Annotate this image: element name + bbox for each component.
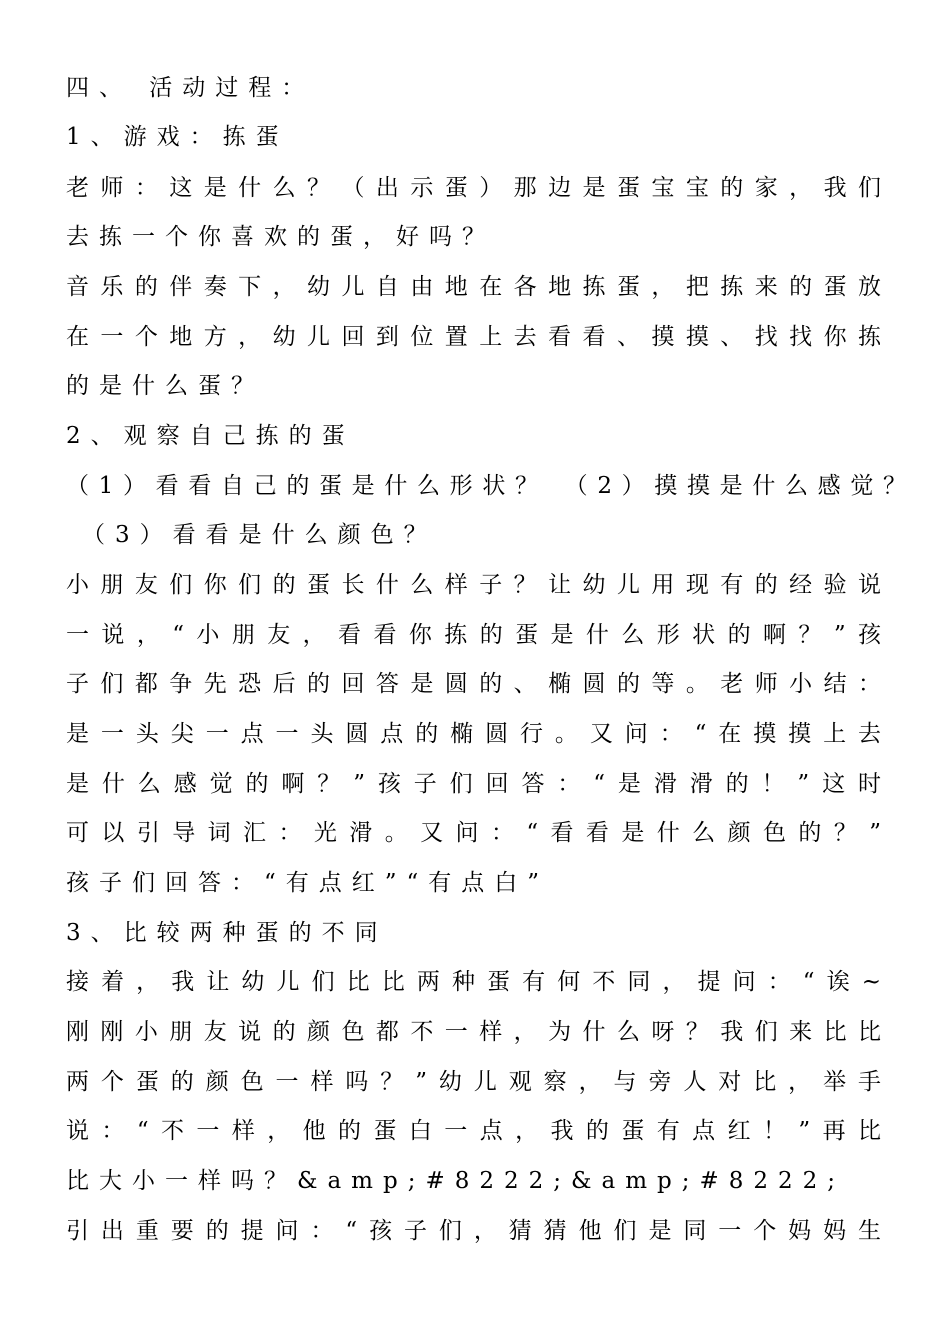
paragraph-line: 子们都争先恐后的回答是圆的、椭圆的等。老师小结： bbox=[66, 671, 881, 697]
section-heading-activity-process: 四、 活动过程： bbox=[66, 75, 315, 101]
paragraph-line: 两个蛋的颜色一样吗？”幼儿观察，与旁人对比，举手 bbox=[66, 1069, 881, 1095]
paragraph-line: 一说，“小朋友，看看你拣的蛋是什么形状的啊？”孩 bbox=[66, 622, 881, 648]
paragraph-line: 孩子们回答：“有点红”“有点白” bbox=[66, 870, 550, 896]
step-2-heading: 2、观察自己拣的蛋 bbox=[66, 423, 355, 449]
question-list-line: （3）看看是什么颜色？ bbox=[82, 522, 437, 548]
question-list-line: （1）看看自己的蛋是什么形状？ （2）摸摸是什么感觉？ bbox=[66, 473, 906, 499]
paragraph-line: 引出重要的提问：“孩子们，猜猜他们是同一个妈妈生 bbox=[66, 1218, 881, 1244]
paragraph-line: 小朋友们你们的蛋长什么样子？让幼儿用现有的经验说 bbox=[66, 572, 881, 598]
paragraph-line: 是什么感觉的啊？”孩子们回答：“是滑滑的！”这时 bbox=[66, 771, 881, 797]
paragraph-line: 接着，我让幼儿们比比两种蛋有何不同，提问：“诶~ bbox=[66, 969, 881, 995]
paragraph-line: 去拣一个你喜欢的蛋，好吗？ bbox=[66, 224, 495, 250]
paragraph-line: 在一个地方，幼儿回到位置上去看看、摸摸、找找你拣 bbox=[66, 324, 881, 350]
paragraph-line: 刚刚小朋友说的颜色都不一样，为什么呀？我们来比比 bbox=[66, 1019, 881, 1045]
paragraph-line: 比大小一样吗？&amp;#8222;&amp;#8222; bbox=[66, 1168, 846, 1194]
paragraph-line: 音乐的伴奏下，幼儿自由地在各地拣蛋，把拣来的蛋放 bbox=[66, 274, 881, 300]
paragraph-line: 说：“不一样，他的蛋白一点，我的蛋有点红！”再比 bbox=[66, 1118, 881, 1144]
step-1-heading: 1、游戏：拣蛋 bbox=[66, 124, 289, 150]
paragraph-line: 可以引导词汇：光滑。又问：“看看是什么颜色的？” bbox=[66, 820, 881, 846]
step-3-heading: 3、比较两种蛋的不同 bbox=[66, 920, 388, 946]
paragraph-line: 老师：这是什么？（出示蛋）那边是蛋宝宝的家，我们 bbox=[66, 175, 881, 201]
paragraph-line: 是一头尖一点一头圆点的椭圆行。又问：“在摸摸上去 bbox=[66, 721, 881, 747]
paragraph-line: 的是什么蛋？ bbox=[66, 373, 264, 399]
